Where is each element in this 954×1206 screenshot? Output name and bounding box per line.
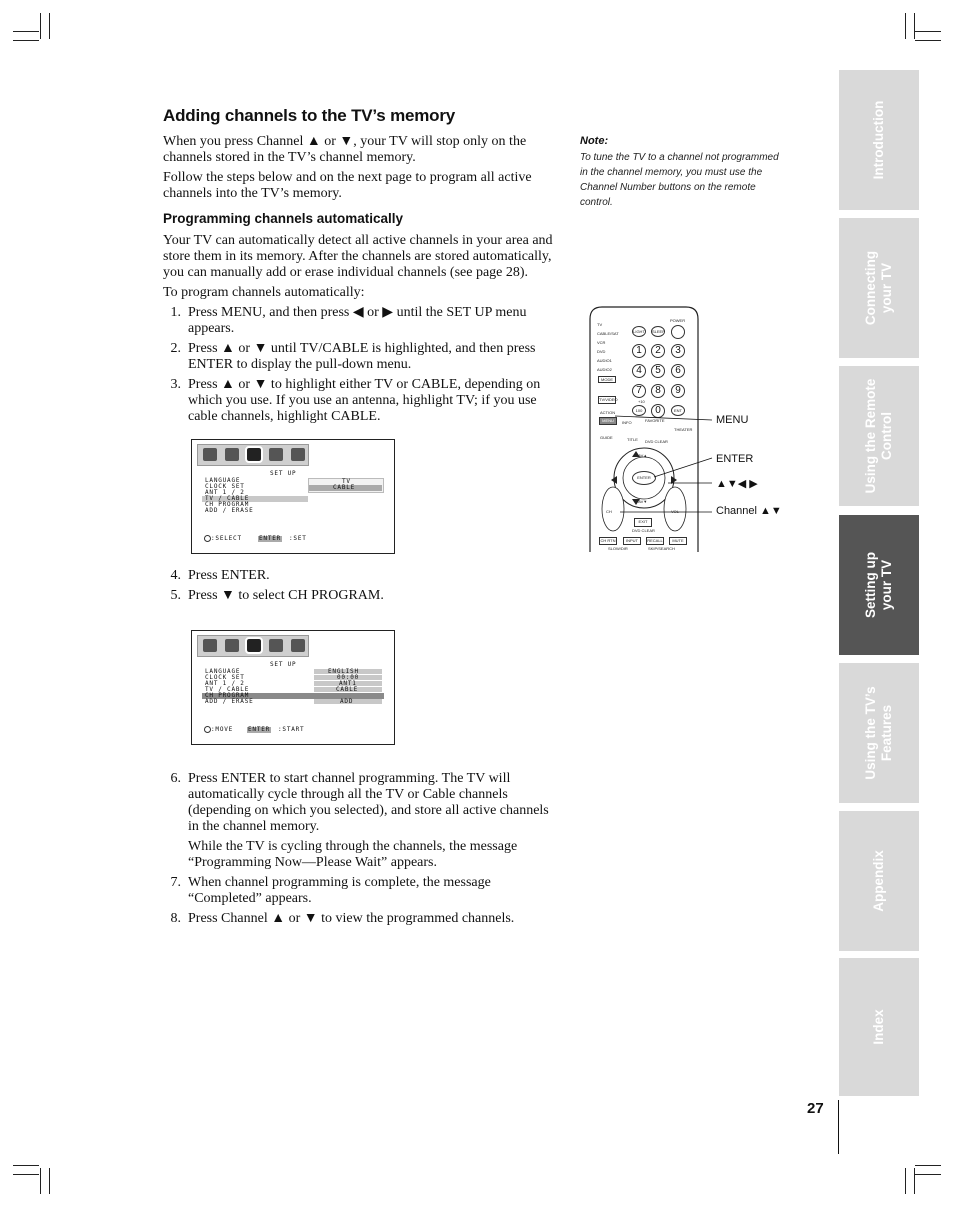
step-text: which you use. If you use an antenna, highlight TV; if you use <box>188 393 537 408</box>
step-number: 5. <box>170 588 181 603</box>
remote-mode: TV <box>597 322 603 327</box>
recall-button[interactable]: RECALL <box>647 538 663 543</box>
step-text: Press ▲ or ▼ until TV/CABLE is highlighted, and then press <box>188 341 536 356</box>
dropdown-option: CABLE <box>333 484 356 491</box>
step-text: Press ▲ or ▼ to highlight either TV or CABLE, depending on <box>188 377 541 392</box>
skip-search-label: SKIP/SEARCH <box>648 546 675 551</box>
tab-appendix[interactable] <box>839 811 919 951</box>
menu-item: CLOCK SET <box>205 674 245 681</box>
step-text: (depending on which you selected), and store all active channels <box>188 803 549 818</box>
callout-channel: Channel ▲▼ <box>716 505 782 517</box>
note-title: Note: <box>580 135 609 147</box>
step-text: automatically cycle through all the TV or Cable channels <box>188 787 508 802</box>
digit-4-button[interactable]: 4 <box>632 364 646 378</box>
callout-arrows: ▲▼◀ ▶ <box>716 478 758 490</box>
step-text: Press ENTER. <box>188 568 270 583</box>
menu-item: CLOCK SET <box>205 483 245 490</box>
fav-down-label: FAV▼ <box>636 499 648 504</box>
step-number: 7. <box>170 875 181 890</box>
step-text: Press ▼ to select CH PROGRAM. <box>188 588 384 603</box>
dropdown-option: TV <box>342 478 351 485</box>
menu-item: ANT 1 / 2 <box>205 489 245 496</box>
ent-button[interactable]: ENT <box>671 405 685 416</box>
menu-footer: :SELECT <box>211 535 242 542</box>
lock-icon <box>291 448 305 461</box>
step-text: “Programming Now—Please Wait” appears. <box>188 855 437 870</box>
menu-item: LANGUAGE <box>205 668 241 675</box>
audio-icon <box>225 448 239 461</box>
theater-label: THEATER <box>674 427 693 432</box>
sleep-button[interactable]: SLEEP <box>651 326 665 337</box>
menu-item: TV / CABLE <box>205 495 250 502</box>
menu-icon-bar <box>197 635 309 657</box>
menu-header: SET UP <box>270 661 297 668</box>
action-label: ACTION <box>600 410 616 415</box>
step-text: Press ENTER to start channel programming. The TV will <box>188 771 511 786</box>
tab-label: Appendix <box>871 850 886 912</box>
digit-1-button[interactable]: 1 <box>632 344 646 358</box>
step-text: When channel programming is complete, the message <box>188 875 491 890</box>
mute-button[interactable]: MUTE <box>669 537 687 545</box>
section-heading: Programming channels automatically <box>163 211 404 226</box>
menu-value: 00:00 <box>337 674 360 681</box>
power-icon[interactable] <box>671 325 685 339</box>
body-line: Your TV can automatically detect all active channels in your area and <box>163 233 553 248</box>
digit-8-button[interactable]: 8 <box>651 384 665 398</box>
menu-footer: :MOVE <box>211 726 234 733</box>
tab-label: Using the Remote Control <box>863 378 894 494</box>
menu-item: ADD / ERASE <box>205 507 254 514</box>
tab-label: Introduction <box>871 100 886 180</box>
digit-0-button[interactable]: 0 <box>651 404 665 418</box>
menu-footer-key: ENTER <box>248 726 271 733</box>
step-number: 1. <box>170 305 181 320</box>
menu-footer: :SET <box>289 535 307 542</box>
menu-item: CH PROGRAM <box>205 692 250 699</box>
tab-introduction[interactable] <box>839 70 919 210</box>
step-text: in the channel memory. <box>188 819 320 834</box>
setup-icon <box>247 639 261 652</box>
tab-label: Using the TV’s Features <box>863 686 894 780</box>
menu-value: CABLE <box>336 686 359 693</box>
digit-9-button[interactable]: 9 <box>671 384 685 398</box>
digit-7-button[interactable]: 7 <box>632 384 646 398</box>
dvd-clear-label-2: DVD CLEAR <box>632 528 655 533</box>
audio-icon <box>225 639 239 652</box>
digit-5-button[interactable]: 5 <box>651 364 665 378</box>
callout-lines <box>600 400 715 520</box>
step-text: cable channels, highlight CABLE. <box>188 409 381 424</box>
exit-button[interactable]: EXIT <box>634 518 652 527</box>
tab-setting-up-your-tv[interactable] <box>839 515 919 655</box>
setup-menu-screenshot <box>191 439 395 554</box>
note-line: To tune the TV to a channel not programmed <box>580 152 779 163</box>
page-number-rule <box>838 1100 839 1154</box>
page-title: Adding channels to the TV’s memory <box>163 106 456 125</box>
enter-button[interactable]: ENTER <box>632 471 656 485</box>
input-button[interactable]: INPUT <box>623 537 641 545</box>
hundred-button[interactable]: 100 <box>632 405 646 416</box>
power-label: POWER <box>670 318 686 323</box>
menu-item: ADD / ERASE <box>205 698 254 705</box>
note-line: Channel Number buttons on the remote <box>580 182 756 193</box>
slow-dir-label: SLOW/DIR <box>608 546 628 551</box>
move-key-icon <box>204 726 211 733</box>
setup-menu-screenshot <box>191 630 395 745</box>
digit-2-button[interactable]: 2 <box>651 344 665 358</box>
body-line: store them in its memory. After the channels are stored automatically, <box>163 249 552 264</box>
step-number: 6. <box>170 771 181 786</box>
step-text: ENTER to display the pull-down menu. <box>188 357 412 372</box>
menu-value: ANT1 <box>339 680 357 687</box>
step-text: While the TV is cycling through the channels, the message <box>188 839 518 854</box>
intro-line: Follow the steps below and on the next page to program all active <box>163 170 532 185</box>
select-key-icon <box>204 535 211 542</box>
tab-label: Index <box>871 1009 886 1045</box>
title-label: TITLE <box>627 437 638 442</box>
remote-mode: DVD <box>597 349 606 354</box>
menu-footer: :START <box>278 726 305 733</box>
ch-label: CH <box>606 509 612 514</box>
step-number: 2. <box>170 341 181 356</box>
menu-item: CH PROGRAM <box>205 501 250 508</box>
lock-icon <box>291 639 305 652</box>
tab-label: Connecting your TV <box>863 250 894 326</box>
remote-mode: AUDIO1 <box>597 358 612 363</box>
dvd-clear-label: DVD CLEAR <box>645 439 668 444</box>
note-line: in the channel memory, you must use the <box>580 167 763 178</box>
menu-value: ADD <box>340 698 354 705</box>
favorite-label: FAVORITE <box>645 418 665 423</box>
step-text: “Completed” appears. <box>188 891 312 906</box>
step-text: appears. <box>188 321 235 336</box>
intro-line: channels stored in the TV’s channel memory. <box>163 150 416 165</box>
ch-rtn-button[interactable]: CH RTN <box>600 538 616 543</box>
menu-icon-bar <box>197 444 309 466</box>
guide-label: GUIDE <box>600 435 613 440</box>
light-button[interactable]: LIGHT <box>632 326 646 337</box>
body-line: you can manually add or erase individual channels (see page 28). <box>163 265 529 280</box>
callout-menu: MENU <box>716 414 749 426</box>
remote-mode: CABLE/SAT <box>597 331 619 336</box>
page-number: 27 <box>807 1100 824 1117</box>
step-number: 3. <box>170 377 181 392</box>
tab-label: Setting up your TV <box>863 552 894 618</box>
menu-item: TV / CABLE <box>205 686 250 693</box>
vol-label: VOL <box>671 509 680 514</box>
note-line: control. <box>580 197 613 208</box>
tab-index[interactable] <box>839 958 919 1096</box>
picture-icon <box>203 448 217 461</box>
digit-3-button[interactable]: 3 <box>671 344 685 358</box>
step-number: 4. <box>170 568 181 583</box>
picture-icon <box>203 639 217 652</box>
intro-line: When you press Channel ▲ or ▼, your TV will stop only on the <box>163 134 527 149</box>
intro-line: channels into the TV’s memory. <box>163 186 342 201</box>
menu-item: LANGUAGE <box>205 477 241 484</box>
callout-enter: ENTER <box>716 453 754 465</box>
menu-item: ANT 1 / 2 <box>205 680 245 687</box>
step-number: 8. <box>170 911 181 926</box>
plus10-label: +10 <box>638 399 645 404</box>
menu-footer-key: ENTER <box>259 535 282 542</box>
body-line: To program channels automatically: <box>163 285 365 300</box>
remote-mode: VCR <box>597 340 606 345</box>
mode-button[interactable]: MODE <box>598 376 616 383</box>
menu-value: ENGLISH <box>328 668 359 675</box>
info-label: INFO <box>622 420 632 425</box>
tab-using-the-tvs-features[interactable] <box>839 663 919 803</box>
setup-icon <box>247 448 261 461</box>
menu-header: SET UP <box>270 470 297 477</box>
digit-6-button[interactable]: 6 <box>671 364 685 378</box>
menu-button[interactable]: MENU <box>599 417 617 425</box>
tab-connecting-your-tv[interactable] <box>839 218 919 358</box>
tv-video-button[interactable]: TV/VIDEO <box>599 397 618 402</box>
option-icon <box>269 639 283 652</box>
remote-mode: AUDIO2 <box>597 367 612 372</box>
step-text: Press MENU, and then press ◀ or ▶ until the SET UP menu <box>188 305 527 320</box>
tab-using-the-remote-control[interactable] <box>839 366 919 506</box>
option-icon <box>269 448 283 461</box>
fav-up-label: FAV▲ <box>636 453 648 458</box>
step-text: Press Channel ▲ or ▼ to view the programmed channels. <box>188 911 515 926</box>
